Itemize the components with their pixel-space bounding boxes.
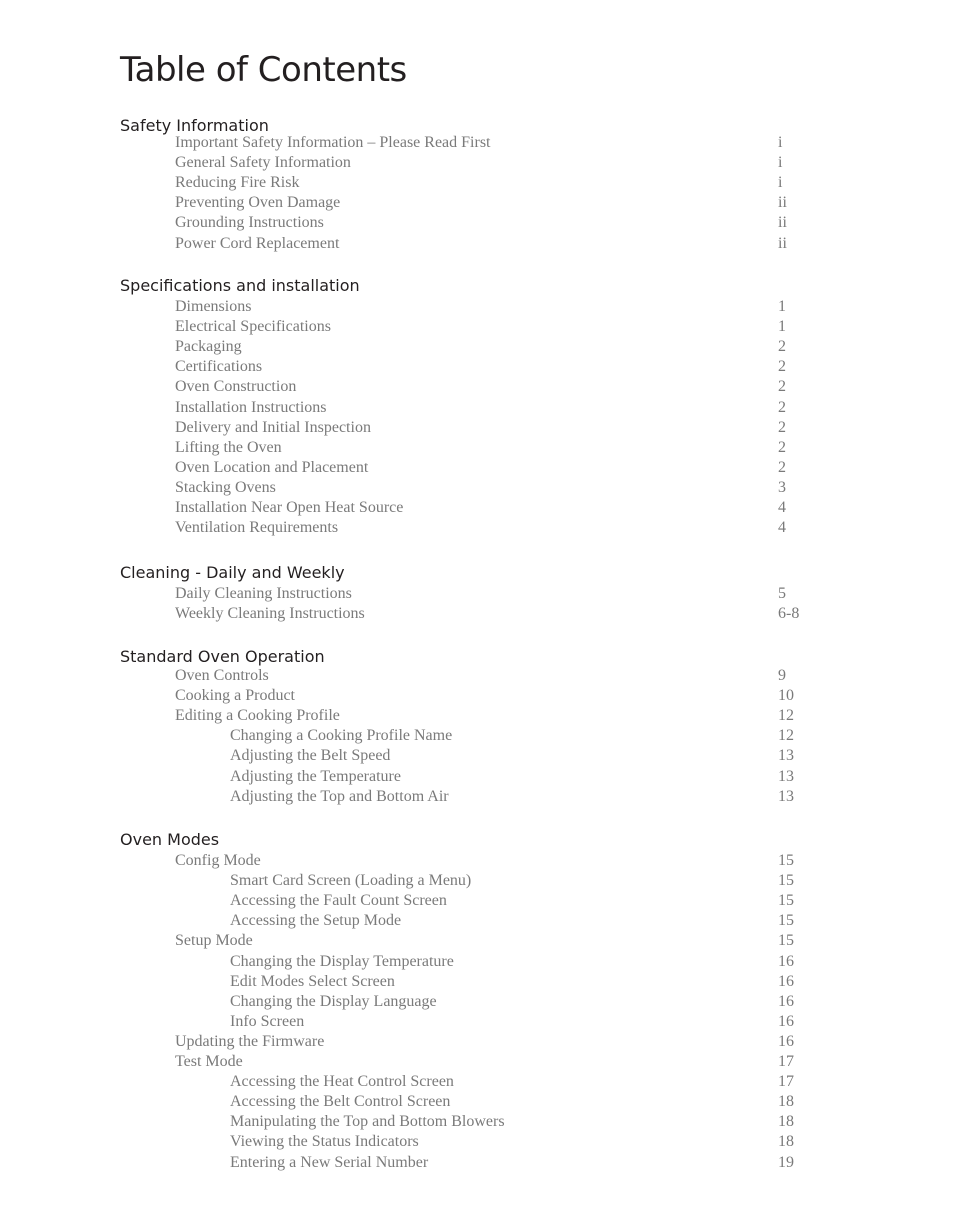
entry-page-number: 16 bbox=[778, 952, 794, 970]
entry-label: Certifications bbox=[175, 358, 263, 376]
toc-entry[interactable] bbox=[0, 519, 954, 539]
entry-label: Packaging bbox=[175, 338, 242, 356]
toc-entry[interactable] bbox=[0, 318, 954, 338]
entry-label: Accessing the Setup Mode bbox=[230, 912, 402, 930]
entry-page-number: 1 bbox=[778, 298, 786, 315]
entry-label: Preventing Oven Damage bbox=[175, 194, 341, 212]
toc-entry[interactable] bbox=[0, 1013, 954, 1033]
entry-page-number: 3 bbox=[778, 478, 786, 496]
entry-label: Daily Cleaning Instructions bbox=[175, 585, 352, 602]
entry-page-number: i bbox=[778, 154, 783, 172]
entry-label: Changing the Display Language bbox=[230, 992, 437, 1010]
entry-label: Updating the Firmware bbox=[175, 1032, 325, 1050]
entry-page-number: 2 bbox=[778, 398, 786, 416]
entry-page-number: 12 bbox=[778, 727, 794, 745]
entry-page-number: 2 bbox=[778, 358, 786, 376]
toc-entry[interactable] bbox=[0, 892, 954, 912]
toc-entry[interactable] bbox=[0, 707, 954, 727]
entry-label: Viewing the Status Indicators bbox=[230, 1133, 419, 1151]
entry-label: Adjusting the Top and Bottom Air bbox=[230, 787, 449, 805]
section-heading[interactable]: Specifications and installation bbox=[120, 276, 360, 295]
entry-page-number: 15 bbox=[778, 852, 794, 869]
entry-label: Delivery and Initial Inspection bbox=[175, 418, 371, 436]
toc-entry[interactable] bbox=[0, 499, 954, 519]
section-heading[interactable]: Oven Modes bbox=[120, 830, 220, 849]
toc-entry[interactable] bbox=[0, 872, 954, 892]
toc-entry[interactable] bbox=[0, 912, 954, 932]
entry-label: Info Screen bbox=[230, 1012, 305, 1030]
entry-label: Weekly Cleaning Instructions bbox=[175, 605, 365, 623]
entry-label: Installation Near Open Heat Source bbox=[175, 499, 404, 516]
entry-page-number: 13 bbox=[778, 767, 794, 785]
entry-label: Cooking a Product bbox=[175, 687, 295, 705]
toc-entry[interactable] bbox=[0, 479, 954, 499]
entry-page-number: 16 bbox=[778, 972, 794, 990]
entry-page-number: 2 bbox=[778, 418, 786, 436]
entry-page-number: i bbox=[778, 134, 783, 151]
entry-page-number: 13 bbox=[778, 787, 794, 805]
entry-page-number: i bbox=[778, 174, 783, 192]
toc-entry[interactable] bbox=[0, 1093, 954, 1113]
toc-entry[interactable] bbox=[0, 788, 954, 808]
entry-page-number: 13 bbox=[778, 747, 794, 765]
entry-page-number: 12 bbox=[778, 707, 794, 725]
entry-page-number: 5 bbox=[778, 585, 786, 602]
entry-page-number: 10 bbox=[778, 687, 794, 705]
toc-entry[interactable] bbox=[0, 953, 954, 973]
toc-entry[interactable] bbox=[0, 1133, 954, 1153]
entry-page-number: 2 bbox=[778, 378, 786, 396]
entry-label: Edit Modes Select Screen bbox=[230, 972, 395, 990]
entry-label: General Safety Information bbox=[175, 154, 351, 172]
entry-page-number: 16 bbox=[778, 1012, 794, 1030]
entry-label: Oven Location and Placement bbox=[175, 458, 369, 476]
entry-page-number: 15 bbox=[778, 932, 794, 950]
entry-label: Editing a Cooking Profile bbox=[175, 707, 340, 725]
entry-label: Important Safety Information – Please Read First bbox=[175, 134, 491, 151]
entry-label: Accessing the Fault Count Screen bbox=[230, 892, 447, 910]
entry-label: Accessing the Heat Control Screen bbox=[230, 1073, 454, 1091]
section-heading[interactable]: Cleaning - Daily and Weekly bbox=[120, 563, 345, 582]
entry-label: Stacking Ovens bbox=[175, 478, 276, 496]
entry-page-number: ii bbox=[778, 214, 787, 232]
toc-entry[interactable] bbox=[0, 174, 954, 194]
entry-page-number: ii bbox=[778, 194, 787, 212]
toc-entry[interactable] bbox=[0, 378, 954, 398]
toc-entry[interactable] bbox=[0, 194, 954, 214]
toc-entry[interactable] bbox=[0, 338, 954, 358]
entry-page-number: 9 bbox=[778, 667, 786, 684]
entry-label: Accessing the Belt Control Screen bbox=[230, 1093, 451, 1111]
entry-label: Ventilation Requirements bbox=[175, 519, 339, 537]
entry-label: Electrical Specifications bbox=[175, 318, 331, 336]
toc-entry[interactable] bbox=[0, 358, 954, 378]
entry-page-number: 17 bbox=[778, 1053, 794, 1070]
toc-entry[interactable] bbox=[0, 932, 954, 952]
entry-page-number: 17 bbox=[778, 1073, 794, 1091]
entry-label: Test Mode bbox=[175, 1053, 243, 1070]
section-heading[interactable]: Standard Oven Operation bbox=[120, 647, 325, 666]
toc-entry[interactable] bbox=[0, 419, 954, 439]
toc-entry[interactable] bbox=[0, 399, 954, 419]
toc-entry[interactable] bbox=[0, 235, 954, 255]
toc-entry[interactable] bbox=[0, 727, 954, 747]
entry-page-number: 6-8 bbox=[778, 605, 800, 623]
entry-label: Oven Controls bbox=[175, 667, 269, 684]
entry-label: Lifting the Oven bbox=[175, 438, 282, 456]
entry-page-number: 2 bbox=[778, 338, 786, 356]
toc-entry[interactable] bbox=[0, 768, 954, 788]
entry-label: Config Mode bbox=[175, 852, 261, 869]
entry-label: Smart Card Screen (Loading a Menu) bbox=[230, 872, 472, 890]
entry-label: Changing a Cooking Profile Name bbox=[230, 727, 453, 745]
entry-page-number: 15 bbox=[778, 872, 794, 890]
toc-entry[interactable] bbox=[0, 852, 954, 872]
entry-page-number: 2 bbox=[778, 438, 786, 456]
entry-page-number: ii bbox=[778, 234, 787, 252]
toc-entry[interactable] bbox=[0, 439, 954, 459]
entry-page-number: 15 bbox=[778, 892, 794, 910]
entry-page-number: 2 bbox=[778, 458, 786, 476]
toc-entry[interactable] bbox=[0, 605, 954, 625]
entry-label: Adjusting the Belt Speed bbox=[230, 747, 391, 765]
entry-label: Power Cord Replacement bbox=[175, 234, 340, 252]
toc-entry[interactable] bbox=[0, 687, 954, 707]
section-heading[interactable]: Safety Information bbox=[120, 116, 269, 135]
toc-entry[interactable] bbox=[0, 134, 954, 154]
entry-label: Grounding Instructions bbox=[175, 214, 324, 232]
toc-entry[interactable] bbox=[0, 667, 954, 687]
toc-entry[interactable] bbox=[0, 973, 954, 993]
entry-page-number: 1 bbox=[778, 318, 786, 336]
toc-entry[interactable] bbox=[0, 1154, 954, 1174]
toc-entry[interactable] bbox=[0, 154, 954, 174]
entry-label: Setup Mode bbox=[175, 932, 253, 950]
entry-page-number: 4 bbox=[778, 499, 786, 516]
toc-entry[interactable] bbox=[0, 993, 954, 1013]
toc-entry[interactable] bbox=[0, 459, 954, 479]
toc-entry[interactable] bbox=[0, 1113, 954, 1133]
entry-label: Reducing Fire Risk bbox=[175, 174, 300, 192]
toc-entry[interactable] bbox=[0, 1073, 954, 1093]
entry-label: Entering a New Serial Number bbox=[230, 1153, 429, 1171]
entry-label: Oven Construction bbox=[175, 378, 297, 396]
toc-entry[interactable] bbox=[0, 1033, 954, 1053]
entry-label: Manipulating the Top and Bottom Blowers bbox=[230, 1113, 505, 1131]
entry-page-number: 4 bbox=[778, 519, 786, 537]
toc-entry[interactable] bbox=[0, 214, 954, 234]
toc-entry[interactable] bbox=[0, 747, 954, 767]
entry-page-number: 18 bbox=[778, 1113, 794, 1131]
entry-label: Installation Instructions bbox=[175, 398, 327, 416]
entry-page-number: 18 bbox=[778, 1133, 794, 1151]
page-title: Table of Contents bbox=[120, 50, 407, 90]
entry-page-number: 19 bbox=[778, 1153, 794, 1171]
entry-label: Changing the Display Temperature bbox=[230, 952, 454, 970]
toc-entry[interactable] bbox=[0, 298, 954, 318]
entry-page-number: 16 bbox=[778, 1032, 794, 1050]
entry-page-number: 18 bbox=[778, 1093, 794, 1111]
entry-page-number: 15 bbox=[778, 912, 794, 930]
entry-label: Adjusting the Temperature bbox=[230, 767, 401, 785]
entry-page-number: 16 bbox=[778, 992, 794, 1010]
toc-entry[interactable] bbox=[0, 585, 954, 605]
toc-entry[interactable] bbox=[0, 1053, 954, 1073]
entry-label: Dimensions bbox=[175, 298, 252, 315]
